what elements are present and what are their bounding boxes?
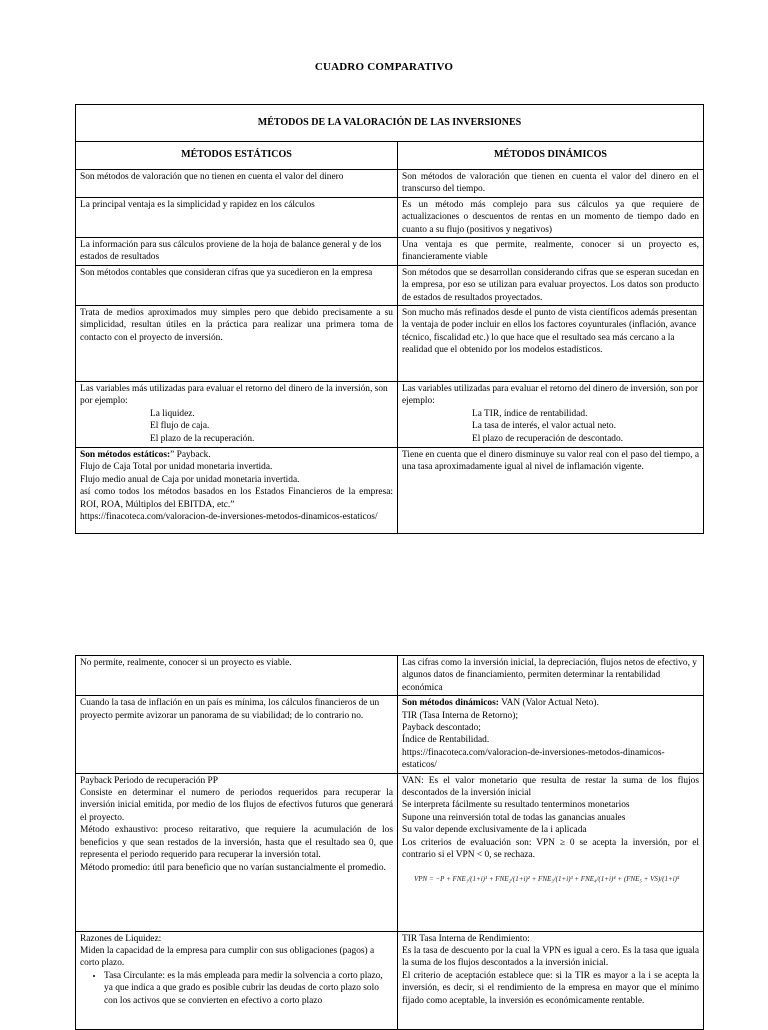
dynamic-methods-first: VAN (Valor Actual Neto). bbox=[498, 698, 599, 709]
variable-item: La tasa de interés, el valor actual neto. bbox=[472, 421, 616, 432]
variables-dynamic-cell bbox=[398, 382, 704, 448]
static-methods-label: Son métodos estáticos: bbox=[80, 450, 171, 461]
source-url: https://finacoteca.com/valoracion-de-inversiones-metodos-dinamicos-estaticos/ bbox=[402, 747, 665, 771]
table-cell: Es un método más complejo para sus cálculos ya que requiere de actualizaciones o descuentos de rentas en un momento de tiempo dado en cuanto a su flujo (positivos y negativos) bbox=[398, 197, 704, 237]
table-main-header: MÉTODOS DE LA VALORACIÓN DE LAS INVERSIONES bbox=[76, 105, 704, 142]
tir-line: El criterio de aceptación establece que: si la TIR es mayor a la i se acepta la inversión, es decir, si el rendimiento de la empresa en mayor que el mínimo fijado como aceptable, la inversión es económicamente rentable. bbox=[402, 970, 699, 1006]
van-line: Los criterios de evaluación son: VPN ≥ 0 se acepta la inversión, por el contrario si el VPN < 0, se rechaza. bbox=[402, 837, 699, 861]
variables-intro: Las variables más utilizadas para evaluar el retorno del dinero de la inversión, son por ejemplo: bbox=[80, 384, 388, 407]
table-cell: Cuando la tasa de inflación en un país es mínima, los cálculos financieros de un proyecto permite avizorar un panorama de su viabilidad; de lo contrario no. bbox=[76, 696, 398, 773]
comparison-table-2 bbox=[75, 655, 704, 1030]
table-cell: Una ventaja es que permite, realmente, conocer si un proyecto es, financieramente viable bbox=[398, 238, 704, 266]
table-cell: Son métodos de valoración que tienen en cuenta el valor del dinero en el transcurso del tiempo. bbox=[398, 170, 704, 198]
van-line: Supone una reinversión total de todas las ganancias anuales bbox=[402, 812, 626, 823]
van-line: Su valor depende exclusivamente de la i aplicada bbox=[402, 825, 587, 836]
variables-static-cell bbox=[76, 382, 398, 448]
list-item: • Tasa Circulante: es la más empleada para medir la solvencia a corto plazo, ya que indica a que grado es posible cubrir las deudas de corto plazo solo con los activos que se convierten en efectivo a corto plazo bbox=[104, 970, 393, 1007]
payback-line: Método promedio: útil para beneficio que no varían sustancialmente el promedio. bbox=[80, 862, 386, 873]
tir-line: Es la tasa de descuento por la cual la VPN es igual a cero. Es la tasa que iguala la suma de los flujos descontados a la inversión inicial. bbox=[402, 946, 699, 969]
table-cell: Son métodos de valoración que no tienen en cuenta el valor del dinero bbox=[76, 170, 398, 198]
payback-line: Método exhaustivo: proceso reitarativo, que requiere la acumulación de los beneficios y que sean restados de la inversión, hasta que el resultado sea 0, que representa el periodo requerido para recuperar la inversión total. bbox=[80, 825, 393, 861]
variable-item: La liquidez. bbox=[150, 408, 195, 419]
tir-line: TIR Tasa Interna de Rendimiento: bbox=[402, 933, 530, 944]
dynamic-methods-header: MÉTODOS DINÁMICOS bbox=[398, 142, 704, 170]
method-line: Payback descontado; bbox=[402, 723, 481, 734]
comparison-table-1 bbox=[75, 104, 704, 534]
table-cell: Son métodos que se desarrollan considerando cifras que se esperan sucedan en la empresa, por eso se utilizan para evaluar proyectos. Los datos son producto de estados de resultados proyectados. bbox=[398, 265, 704, 305]
payback-line: Payback Periodo de recuperación PP bbox=[80, 775, 218, 786]
method-line: Flujo de Caja Total por unidad monetaria invertida. bbox=[80, 462, 273, 473]
van-line: Se interpreta fácilmente su resultado tenterminos monetarios bbox=[402, 800, 630, 811]
table-cell: Tiene en cuenta que el dinero disminuye su valor real con el paso del tiempo, a una tasa aproximadamente igual al nivel de inflamación vigente. bbox=[398, 448, 704, 534]
method-line: Índice de Rentabilidad. bbox=[402, 735, 490, 746]
liquidity-line: Miden la capacidad de la empresa para cumplir con sus obligaciones (pagos) a corto plazo. bbox=[80, 946, 375, 969]
method-line: así como todos los métodos basados en los Estados Financieros de la empresa: ROI, ROA, Múltiplos del EBITDA, etc.” bbox=[80, 487, 393, 510]
static-methods-header: MÉTODOS ESTÁTICOS bbox=[76, 142, 398, 170]
table-cell: Las cifras como la inversión inicial, la depreciación, flujos netos de efectivo, y algunos datos de financiamiento, permiten determinar la rentabilidad económica bbox=[398, 656, 704, 696]
liquidity-line: Razones de Liquidez: bbox=[80, 933, 162, 944]
vpn-formula: VPN = −P + FNE₁/(1+i)¹ + FNE₂/(1+i)² + FNE₃/(1+i)³ + FNE₄/(1+i)⁴ + (FNE₅ + VS)/(1+i)⁵ bbox=[414, 874, 680, 883]
van-line: VAN: Es el valor monetario que resulta de restar la suma de los flujos descontados de la inversión inicial bbox=[402, 775, 699, 799]
variable-item: El plazo de la recuperación. bbox=[150, 433, 255, 444]
payback-cell bbox=[76, 773, 398, 931]
variable-item: El plazo de recuperación de descontado. bbox=[472, 433, 623, 444]
static-methods-first: ” Payback. bbox=[170, 450, 211, 461]
source-url: https://finacoteca.com/valoracion-de-inversiones-metodos-dinamicos-estaticos/ bbox=[80, 512, 378, 523]
liquidity-cell bbox=[76, 931, 398, 1029]
variable-item: La TIR, índice de rentabilidad. bbox=[472, 408, 588, 419]
table-cell: Trata de medios aproximados muy simples pero que debido precisamente a su simplicidad, resultan útiles en la práctica para realizar una primera toma de contacto con el proyecto de inversión. bbox=[76, 306, 398, 382]
tir-cell bbox=[398, 931, 704, 1029]
variable-item: El flujo de caja. bbox=[150, 421, 210, 432]
liquidity-list bbox=[80, 970, 393, 1007]
table-cell: Son métodos contables que consideran cifras que ya sucedieron en la empresa bbox=[76, 265, 398, 305]
payback-line: Consiste en determinar el numero de periodos requeridos para recuperar la inversión inicial emitida, por medio de los flujos de efectivos futuros que generará el proyecto. bbox=[80, 788, 393, 823]
dynamic-methods-list-cell bbox=[398, 696, 704, 773]
table-cell: La principal ventaja es la simplicidad y rapidez en los cálculos bbox=[76, 197, 398, 237]
static-methods-list-cell bbox=[76, 448, 398, 534]
method-line: TIR (Tasa Interna de Retorno); bbox=[402, 710, 518, 721]
table-cell: La información para sus cálculos proviene de la hoja de balance general y de los estados de resultados bbox=[76, 238, 398, 266]
page-title: CUADRO COMPARATIVO bbox=[314, 61, 454, 73]
method-line: Flujo medio anual de Caja por unidad monetaria invertida. bbox=[80, 474, 300, 485]
van-cell bbox=[398, 773, 704, 931]
variables-intro: Las variables utilizadas para evaluar el retorno del dinero de inversión, son por ejemplo: bbox=[402, 384, 698, 407]
table-cell: Son mucho más refinados desde el punto de vista científicos además presentan la ventaja de poder incluir en ellos los factores coyunturales (inflación, avance técnico, fiscalidad etc.) lo que hace que el resultado sea más cercano a la realidad que el obtenido por los modelos estadísticos. bbox=[398, 306, 704, 382]
table-cell: No permite, realmente, conocer si un proyecto es viable. bbox=[76, 656, 398, 696]
dynamic-methods-label: Son métodos dinámicos: bbox=[402, 698, 499, 709]
